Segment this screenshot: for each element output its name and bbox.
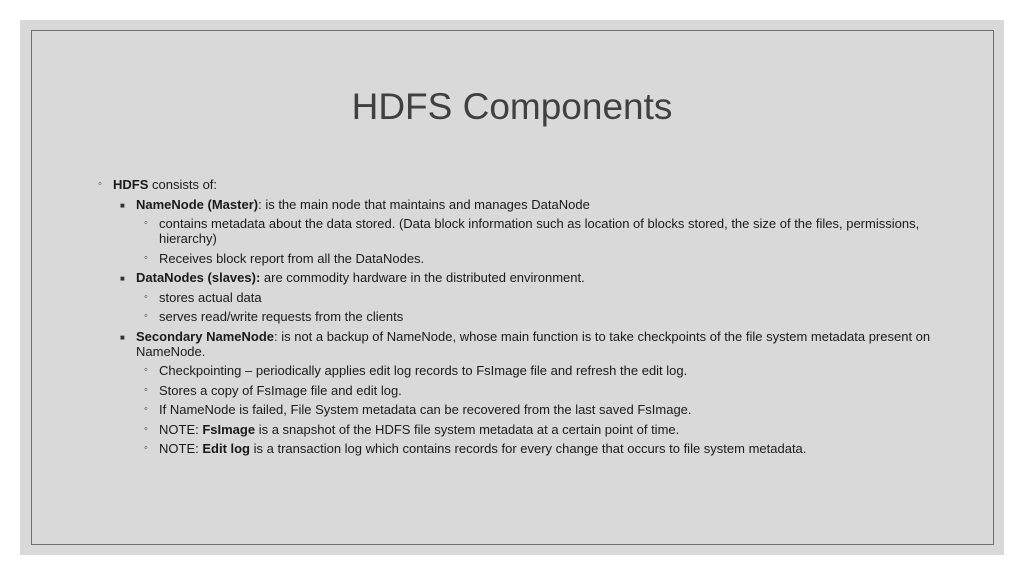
circle-bullet-icon: ◦ xyxy=(144,403,148,415)
item-text: is a transaction log which contains records for every change that occurs to file system metadata. xyxy=(250,441,807,456)
item-text: is a snapshot of the HDFS file system metadata at a certain point of time. xyxy=(255,421,680,437)
item-bold: DataNodes (slaves): xyxy=(136,270,261,285)
item-text: : is not a backup of NameNode, whose main function is to take checkpoints of the file system metadata present on NameNode. xyxy=(136,328,931,359)
item-bold: FsImage xyxy=(202,421,256,437)
list-item xyxy=(96,290,956,305)
bullet-list xyxy=(96,177,956,461)
list-item xyxy=(96,402,956,417)
circle-bullet-icon: ◦ xyxy=(144,290,148,303)
list-item xyxy=(96,197,956,212)
item-text: stores actual data xyxy=(159,289,262,305)
circle-bullet-icon: ◦ xyxy=(144,251,148,264)
circle-bullet-icon: ◦ xyxy=(144,422,148,435)
circle-bullet-icon: ◦ xyxy=(144,217,148,229)
slide-title: HDFS Components xyxy=(351,86,673,127)
list-item xyxy=(96,441,956,456)
item-bold: NameNode (Master) xyxy=(136,196,259,212)
item-text: : is the main node that maintains and manages DataNode xyxy=(258,196,590,212)
circle-bullet-icon: ◦ xyxy=(144,442,148,454)
slide xyxy=(20,20,1004,555)
list-item xyxy=(96,422,956,437)
list-item xyxy=(96,216,956,246)
square-bullet-icon: ■ xyxy=(120,200,125,210)
list-item xyxy=(96,363,956,378)
list-item xyxy=(96,177,956,192)
item-text: are commodity hardware in the distributed environment. xyxy=(260,270,585,285)
item-prefix: NOTE: xyxy=(159,421,203,437)
item-text: Receives block report from all the DataNodes. xyxy=(159,250,425,266)
item-bold: Secondary NameNode xyxy=(136,328,274,344)
list-item xyxy=(96,309,956,324)
item-text: consists of: xyxy=(148,177,218,192)
square-bullet-icon: ■ xyxy=(120,332,125,342)
circle-bullet-icon: ◦ xyxy=(98,178,102,190)
list-item xyxy=(96,329,956,359)
item-text: serves read/write requests from the clients xyxy=(159,309,404,324)
square-bullet-icon: ■ xyxy=(120,274,125,283)
list-item xyxy=(96,270,956,285)
item-bold: Edit log xyxy=(202,441,251,456)
circle-bullet-icon: ◦ xyxy=(144,310,148,322)
circle-bullet-icon: ◦ xyxy=(144,383,148,396)
item-text: contains metadata about the data stored. (Data block information such as location of blocks stored, the size of the files, permissions, hierarchy) xyxy=(159,216,920,246)
circle-bullet-icon: ◦ xyxy=(144,364,148,376)
item-bold: HDFS xyxy=(113,177,149,192)
item-prefix: NOTE: xyxy=(159,441,203,456)
item-text: Stores a copy of FsImage file and edit log. xyxy=(159,382,402,398)
list-item xyxy=(96,383,956,398)
list-item xyxy=(96,251,956,266)
item-text: If NameNode is failed, File System metadata can be recovered from the last saved FsImage. xyxy=(159,402,692,417)
item-text: Checkpointing – periodically applies edit log records to FsImage file and refresh the edit log. xyxy=(159,363,688,378)
